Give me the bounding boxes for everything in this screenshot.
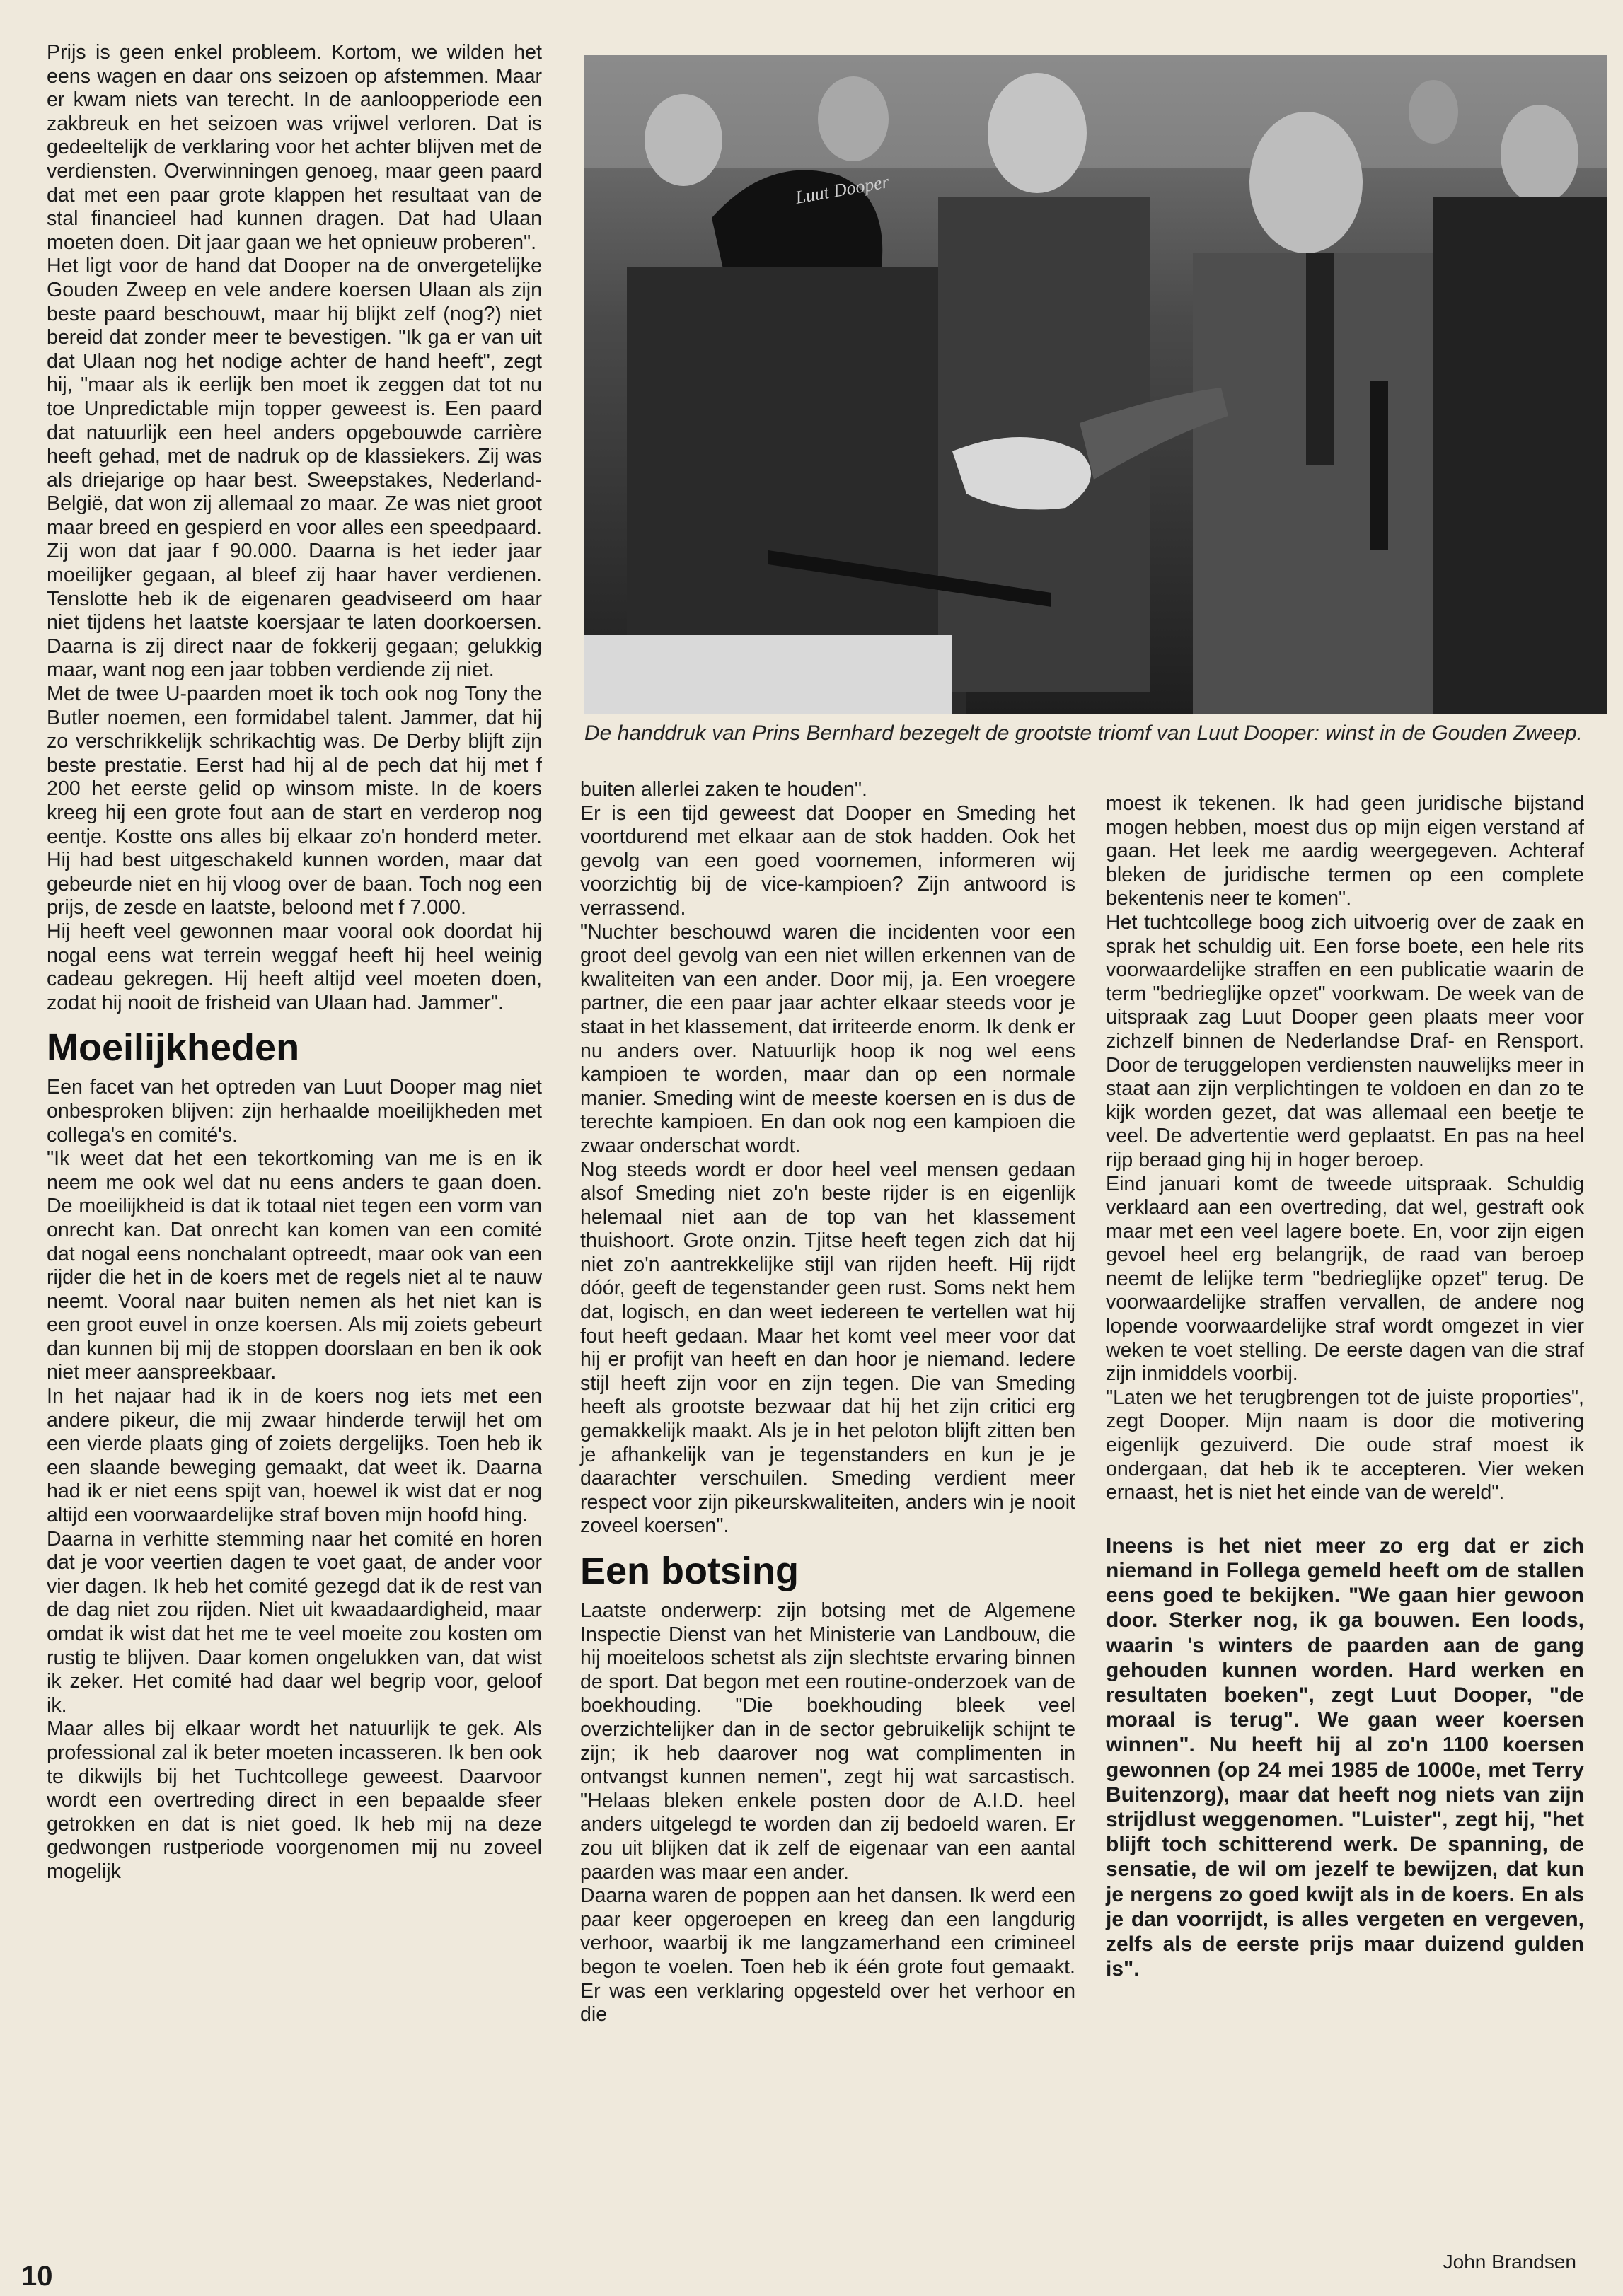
paragraph: In het najaar had ik in de koers nog iets met een andere pikeur, die mij zwaar hinderde terwijl het om een vierde plaats ging of zoiets dergelijks. Toen heb ik een slaande beweging gemaakt, dat weet ik. Daarna had ik er niet eens spijt van, hoewel ik wist dat er nog altijd een voorwaardelijke straf boven mijn hoofd hing.	[47, 1385, 542, 1527]
paragraph: Er is een tijd geweest dat Dooper en Smeding het voortdurend met elkaar aan de stok hadden. Ook het gevolg van een goed voornemen, informeren wij voorzichtig bij de vice-kampioen? Zijn antwoord is verrassend.	[580, 801, 1075, 920]
paragraph: Laatste onderwerp: zijn botsing met de Algemene Inspectie Dienst van het Ministerie van Landbouw, die hij moeiteloos schetst als zijn slechtste ervaring binnen de sport. Dat begon met een routine-onderzoek van de boekhouding. "Die boekhouding bleek veel overzichtelijker dan in de sector gebruikelijk schijnt te zijn; ik heb daarover nog wat complimenten in ontvangst kunnen nemen", zegt hij wat sarcastisch. "Helaas bleken enkele posten door de A.I.D. heel anders uitgelegd te worden dan zij bedoeld waren. Er zou uit blijken dat ik zelf de eigenaar van een aantal paarden was maar een ander.	[580, 1599, 1075, 1884]
paragraph: Daarna waren de poppen aan het dansen. Ik werd een paar keer opgeroepen en kreeg dan een langdurig verhoor, waarbij ik me langzamerhand een crimineel begon te voelen. Toen heb ik één grote fout gemaakt. Er was een verklaring opgesteld over het verhoor en die	[580, 1884, 1075, 2027]
author-byline: John Brandsen	[1443, 2251, 1576, 2273]
column-1	[47, 41, 542, 1884]
section-heading-moeilijkheden: Moeilijkheden	[47, 1026, 300, 1069]
paragraph: Een facet van het optreden van Luut Dooper mag niet onbesproken blijven: zijn herhaalde moeilijkheden met collega's en comité's.	[47, 1076, 542, 1147]
paragraph: Met de twee U-paarden moet ik toch ook nog Tony the Butler noemen, een formidabel talent. Jammer, dat hij zo verschrikkelijk schrikachtig was. De Derby blijft zijn beste prestatie. Eerst had hij al de pech dat hij met f 200 het eerste gelid op winsom miste. In de koers kreeg hij een grote fout aan de start en verderop nog eentje. Kostte ons alles bij elkaar zo'n honderd meter. Hij had best uitgeschakeld kunnen worden, maar dat gebeurde niet en hij vloog over de baan. Toch nog een prijs, de zesde en laatste, beloond met f 7.000.	[47, 683, 542, 920]
paragraph: "Laten we het terugbrengen tot de juiste proporties", zegt Dooper. Mijn naam is door die motivering eigenlijk gezuiverd. Die oude straf moest ik ondergaan, dat heb ik te accepteren. Vier weken ernaast, het is niet het einde van de wereld".	[1106, 1386, 1584, 1504]
paragraph: Daarna in verhitte stemming naar het comité en horen dat je voor veertien dagen te voet gaat, de ander voor vier dagen. Ik heb het comité gezegd dat ik de rest van de dag niet zou rijden. Niet uit kwaadaardigheid, maar omdat ik wist dat het me te veel moeite zou kosten om rustig te blijven. Daar komen ongelukken van, dat wist ik zeker. Het comité had daar wel begrip voor, geloof ik.	[47, 1527, 542, 1717]
closing-paragraph: Ineens is het niet meer zo erg dat er zich niemand in Follega gemeld heeft om de stallen eens goed te bekijken. "We gaan hier gewoon door. Sterker nog, ik ga bouwen. Een loods, waarin 's winters de paarden aan de gang gehouden kunnen worden. Hard werken en resultaten boeken", zegt Luut Dooper, "de moraal is terug". We gaan weer koersen winnen". Nu heeft hij al zo'n 1100 koersen gewonnen (op 24 mei 1985 de 1000e, met Terry Buitenzorg), maar dat heeft nog niets van zijn strijdlust weggenomen. "Luister", zegt hij, "het blijft toch schitterend werk. De spanning, de sensatie, de wil om jezelf te bewijzen, dat kun je nergens zo goed kwijt als in de koers. En als je dan voorrijdt, is alles vergeten en vergeven, zelfs als de eerste prijs maar duizend gulden is".	[1106, 1533, 1584, 1981]
paragraph: buiten allerlei zaken te houden".	[580, 778, 867, 801]
paragraph: Het tuchtcollege boog zich uitvoerig over de zaak en sprak het schuldig uit. Een forse boete, een hele rits voorwaardelijke straffen en een publicatie waarin de term "bedrieglijke opzet" voorkwam. De week van de uitspraak zag Luut Dooper geen plaats meer voor zichzelf binnen de Nederlandse Draf- en Rensport. Door de teruggelopen verdiensten nauwelijks meer in staat aan zijn verplichtingen te voldoen en dan zo te kijk worden gezet, dat was allemaal een beetje te veel. De advertentie werd geplaatst. En pas na heel rijp beraad ging hij in hoger beroep.	[1106, 910, 1584, 1171]
photo-caption: De handdruk van Prins Bernhard bezegelt de grootste triomf van Luut Dooper: winst in de Gouden Zweep.	[584, 721, 1583, 745]
paragraph: Prijs is geen enkel probleem. Kortom, we wilden het eens wagen en daar ons seizoen op afstemmen. Maar er kwam niets van terecht. In de aanloopperiode een zakbreuk en het seizoen was vrijwel verloren. Dat is gedeeltelijk de verklaring voor het achter blijven met de verdiensten. Overwinningen genoeg, maar geen paard dat met een paar grote klappen het resultaat van de stal financieel had kunnen dragen. Dat had Ulaan moeten doen. Dit jaar gaan we het opnieuw proberen".	[47, 41, 542, 254]
column-2	[580, 778, 1075, 2027]
helmet-text: Luut Dooper	[794, 171, 891, 208]
photo-handshake	[584, 55, 1607, 714]
paragraph: Eind januari komt de tweede uitspraak. Schuldig verklaard aan een overtreding, dat wel, gestraft ook maar met een veel lagere boete. En, voor zijn eigen gevoel heel erg belangrijk, de raad van beroep neemt de lelijke term "bedrieglijke opzet" terug. De voorwaardelijke straffen vervallen, de andere nog lopende voorwaardelijke straf wordt omgezet in vier weken te voet stelling. De eerste dagen van die straf zijn inmiddels voorbij.	[1106, 1172, 1584, 1386]
column-3	[1106, 792, 1584, 1981]
paragraph: "Ik weet dat het een tekortkoming van me is en ik neem me ook wel dat nu eens anders te gaan doen. De moeilijkheid is dat ik totaal niet tegen een vorm van onrecht kan. Dat onrecht kan komen van een comité dat nogal eens nonchalant optreedt, maar ook van een rijder die het in de koers met de regels niet al te nauw neemt. Vooral naar buiten nemen als het niet kan is een groot euvel in onze koersen. Als mij zoiets gebeurt dan kunnen bij mij de stoppen doorslaan en ben ik ook niet meer aanspreekbaar.	[47, 1147, 542, 1384]
paragraph: Hij heeft veel gewonnen maar vooral ook doordat hij nogal eens wat terrein weggaf heeft hij heel weinig cadeau gekregen. Hij heeft altijd veel moeten doen, zodat hij nooit de frisheid van Ulaan had. Jammer".	[47, 920, 542, 1014]
paragraph: "Nuchter beschouwd waren die incidenten voor een groot deel gevolg van een niet willen erkennen van de kwaliteiten van een ander. Door mij, ja. Een vroegere partner, die een paar jaar achter elkaar steeds voor je staat in het klassement, dat irriteerde enorm. Ik denk er nu anders over. Natuurlijk hoop ik nog wel eens kampioen te worden, maar dan op een normale manier. Smeding wint de meeste koersen en is dus de terechte kampioen. En dan ook nog een kampioen die zwaar onderschat wordt.	[580, 920, 1075, 1157]
paragraph: moest ik tekenen. Ik had geen juridische bijstand mogen hebben, moest dus op mijn eigen verstand af gaan. Het leek me aardig weergegeven. Achteraf bleken de juridische termen op een complete bekentenis neer te komen".	[1106, 792, 1584, 910]
paragraph: Maar alles bij elkaar wordt het natuurlijk te gek. Als professional zal ik beter moeten incasseren. Ik ben ook te dikwijls bij het Tuchtcollege geweest. Daarvoor wordt een overtreding direct in een bepaalde sfeer getrokken en dat is niet goed. Ik heb mij na deze gedwongen rustperiode voorgenomen mij nu zoveel mogelijk	[47, 1717, 542, 1883]
paragraph: Het ligt voor de hand dat Dooper na de onvergetelijke Gouden Zweep en vele andere koersen Ulaan als zijn beste paard beschouwt, maar hij blijkt zelf (nog?) niet bereid dat zonder meer te bevestigen. "Ik ga er van uit dat Ulaan nog het nodige achter de hand heeft", zegt hij, "maar als ik eerlijk ben moet ik zeggen dat tot nu toe Unpredictable mijn topper geweest is. Een paard dat natuurlijk een heel anders opgebouwde carrière heeft gehad, met de nadruk op de klassiekers. Zij was als driejarige op haar best. Sweepstakes, Nederland-België, dat won zij allemaal zo maar. Ze was niet groot maar breed en gespierd en voor alles een speedpaard. Zij won dat jaar f 90.000. Daarna is het ieder jaar moeilijker gegaan, al bleef zij haar haver verdienen. Tenslotte heb ik de eigenaren geadviseerd om haar niet tijdens het laatste koersjaar te laten doorkoersen. Daarna is zij direct naar de fokkerij gegaan; gelukkig maar, want nog een jaar tobben verdiende zij niet.	[47, 255, 542, 682]
section-heading-een-botsing: Een botsing	[580, 1550, 799, 1592]
page-number: 10	[21, 2261, 53, 2292]
paragraph: Nog steeds wordt er door heel veel mensen gedaan alsof Smeding niet zo'n beste rijder is en eigenlijk helemaal niet aan de top van het klassement thuishoort. Grote onzin. Tjitse heeft tegen zich dat hij niet zo'n aantrekkelijke stijl van rijden heeft. Hij rijdt dóór, geeft de tegenstander geen rust. Soms nekt hem dat, logisch, en dan weet iedereen te vertellen wat hij fout heeft gedaan. Maar het komt veel meer voor dat hij er profijt van heeft en dan hoor je niemand. Iedere stijl heeft zijn voor en zijn tegen. Die van Smeding heeft als grootste bezwaar dat hij het zijn critici erg gemakkelijk maakt. Als je in het peloton blijft zitten ben je afhankelijk van je tegenstanders en kun je je daarachter verschuilen. Smeding verdient meer respect voor zijn pikeurskwaliteiten, anders win je nooit zoveel koersen".	[580, 1158, 1075, 1538]
